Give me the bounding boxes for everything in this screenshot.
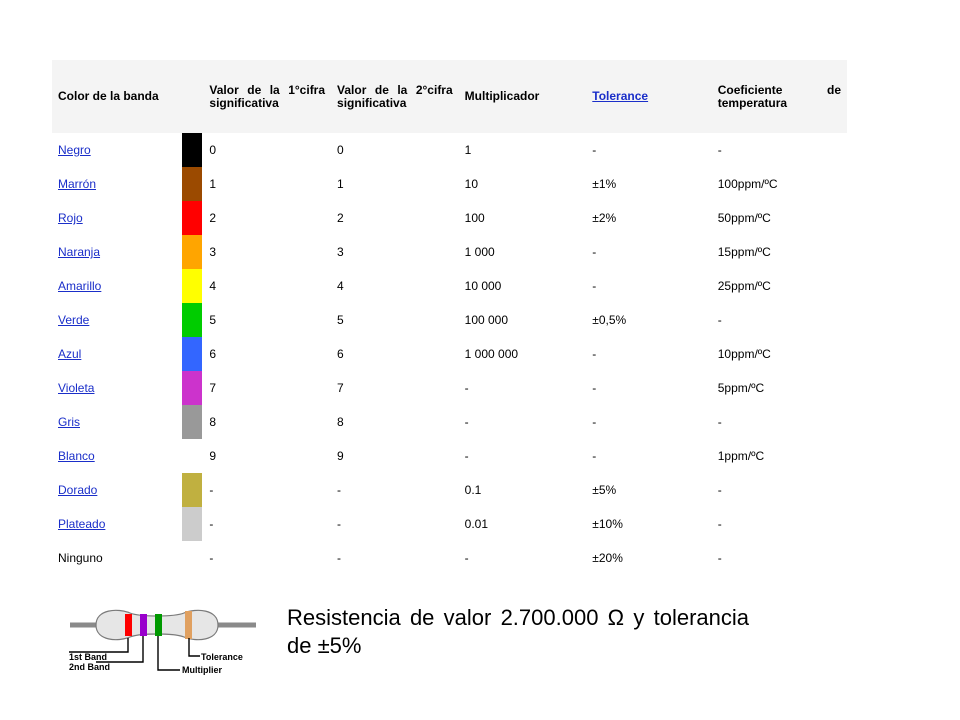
color-link[interactable]: Violeta xyxy=(58,381,95,395)
cell-multiplier: - xyxy=(464,449,469,463)
cell-multiplier: 0.1 xyxy=(464,483,482,497)
cell-tolerance: ±20% xyxy=(592,551,623,565)
cell-digit1: 4 xyxy=(209,279,217,293)
cell-digit1: 0 xyxy=(209,143,217,157)
color-link[interactable]: Plateado xyxy=(58,517,106,531)
resistor-color-table xyxy=(52,60,847,575)
table-row xyxy=(52,167,847,201)
table-row xyxy=(52,337,847,371)
cell-swatch xyxy=(182,167,204,201)
cell-color-name xyxy=(52,133,182,167)
cell-multiplier: 1 000 000 xyxy=(464,347,519,361)
cell-coefficient: 100ppm/ºC xyxy=(717,177,778,191)
cell-tolerance: - xyxy=(592,245,597,259)
header-coefficient: Coeficiente de temperatura xyxy=(712,60,847,133)
cell-digit1: 1 xyxy=(209,177,217,191)
color-swatch xyxy=(182,405,202,439)
header-digit1: Valor de la 1°cifra significativa xyxy=(203,60,331,133)
table-row xyxy=(52,507,847,541)
cell-color-name xyxy=(52,541,182,575)
cell-color-name xyxy=(52,303,182,337)
cell-swatch xyxy=(182,337,204,371)
cell-tolerance: - xyxy=(592,381,597,395)
table-row xyxy=(52,303,847,337)
resistor-band-2 xyxy=(140,614,147,636)
color-swatch xyxy=(182,371,202,405)
color-link[interactable]: Verde xyxy=(58,313,90,327)
cell-coefficient: 50ppm/ºC xyxy=(717,211,771,225)
cell-digit2: 9 xyxy=(337,449,344,463)
cell-swatch xyxy=(182,371,204,405)
cell-digit2: - xyxy=(337,517,342,531)
cell-tolerance: ±2% xyxy=(592,211,617,225)
color-link[interactable]: Azul xyxy=(58,347,82,361)
color-swatch xyxy=(182,541,202,575)
cell-coefficient: - xyxy=(717,143,722,157)
table-row xyxy=(52,133,847,167)
cell-coefficient: - xyxy=(717,551,722,565)
color-link[interactable]: Gris xyxy=(58,415,80,429)
cell-digit1: 2 xyxy=(209,211,217,225)
cell-swatch xyxy=(182,541,204,575)
cell-digit2: 4 xyxy=(337,279,344,293)
cell-digit2: 7 xyxy=(337,381,344,395)
header-color: Color de la banda xyxy=(52,60,182,133)
cell-tolerance: ±0,5% xyxy=(592,313,627,327)
cell-multiplier: 1 000 xyxy=(464,245,495,259)
cell-multiplier: 10 000 xyxy=(464,279,502,293)
resistor-caption: Resistencia de valor 2.700.000 Ω y tolerancia de ±5% xyxy=(287,605,749,658)
cell-swatch xyxy=(182,473,204,507)
cell-multiplier: 100 000 xyxy=(464,313,509,327)
cell-digit1: 6 xyxy=(209,347,217,361)
cell-coefficient: 1ppm/ºC xyxy=(717,449,765,463)
cell-color-name xyxy=(52,405,182,439)
cell-digit1: 8 xyxy=(209,415,217,429)
cell-digit1: 7 xyxy=(209,381,217,395)
cell-digit1: - xyxy=(209,551,214,565)
cell-tolerance: - xyxy=(592,449,597,463)
cell-digit1: - xyxy=(209,517,214,531)
color-swatch xyxy=(182,337,202,371)
cell-digit2: 0 xyxy=(337,143,344,157)
cell-multiplier: 10 xyxy=(464,177,479,191)
cell-swatch xyxy=(182,269,204,303)
cell-color-name xyxy=(52,337,182,371)
cell-swatch xyxy=(182,405,204,439)
resistor-band-1 xyxy=(125,614,132,636)
color-label: Ninguno xyxy=(58,551,103,565)
cell-tolerance: - xyxy=(592,279,597,293)
color-swatch xyxy=(182,303,202,337)
cell-color-name xyxy=(52,235,182,269)
cell-digit2: 3 xyxy=(337,245,344,259)
color-link[interactable]: Marrón xyxy=(58,177,97,191)
cell-digit2: - xyxy=(337,483,342,497)
cell-tolerance: ±1% xyxy=(592,177,617,191)
resistor-illustration xyxy=(68,600,258,680)
header-tolerance xyxy=(586,60,711,133)
cell-coefficient: 10ppm/ºC xyxy=(717,347,771,361)
label-band1: 1st Band xyxy=(69,652,108,662)
color-link[interactable]: Negro xyxy=(58,143,91,157)
cell-coefficient: 25ppm/ºC xyxy=(717,279,771,293)
color-link[interactable]: Amarillo xyxy=(58,279,102,293)
cell-tolerance: - xyxy=(592,415,597,429)
header-multiplier: Multiplicador xyxy=(459,60,587,133)
cell-digit1: 3 xyxy=(209,245,217,259)
label-tolerance: Tolerance xyxy=(201,652,243,662)
cell-swatch xyxy=(182,303,204,337)
color-link[interactable]: Blanco xyxy=(58,449,95,463)
table-row xyxy=(52,371,847,405)
cell-color-name xyxy=(52,371,182,405)
cell-color-name xyxy=(52,439,182,473)
cell-tolerance: - xyxy=(592,347,597,361)
color-swatch xyxy=(182,507,202,541)
table-row xyxy=(52,439,847,473)
color-swatch xyxy=(182,269,202,303)
cell-color-name xyxy=(52,167,182,201)
cell-digit1: 9 xyxy=(209,449,217,463)
cell-tolerance: ±5% xyxy=(592,483,617,497)
color-swatch xyxy=(182,439,202,473)
label-multiplier: Multiplier xyxy=(182,665,222,675)
cell-digit1: 5 xyxy=(209,313,217,327)
resistor-color-table-container xyxy=(52,60,847,575)
cell-coefficient: 15ppm/ºC xyxy=(717,245,771,259)
cell-coefficient: - xyxy=(717,415,722,429)
resistor-band-4 xyxy=(185,611,192,639)
table-row xyxy=(52,405,847,439)
cell-multiplier: 100 xyxy=(464,211,485,225)
color-swatch xyxy=(182,473,202,507)
cell-digit2: 8 xyxy=(337,415,344,429)
color-swatch xyxy=(182,133,202,167)
cell-digit2: - xyxy=(337,551,342,565)
cell-multiplier: 0.01 xyxy=(464,517,489,531)
color-swatch xyxy=(182,201,202,235)
color-link[interactable]: Rojo xyxy=(58,211,83,225)
cell-coefficient: 5ppm/ºC xyxy=(717,381,765,395)
cell-digit1: - xyxy=(209,483,214,497)
color-link[interactable]: Dorado xyxy=(58,483,98,497)
color-link[interactable]: Naranja xyxy=(58,245,101,259)
table-row xyxy=(52,235,847,269)
cell-digit2: 1 xyxy=(337,177,344,191)
cell-swatch xyxy=(182,507,204,541)
header-digit2: Valor de la 2°cifra significativa xyxy=(331,60,459,133)
table-row xyxy=(52,473,847,507)
label-band2: 2nd Band xyxy=(69,662,111,672)
cell-swatch xyxy=(182,201,204,235)
cell-swatch xyxy=(182,235,204,269)
table-header xyxy=(52,60,847,133)
cell-coefficient: - xyxy=(717,483,722,497)
resistor-band-3 xyxy=(155,614,162,636)
cell-color-name xyxy=(52,473,182,507)
cell-multiplier: - xyxy=(464,415,469,429)
cell-multiplier: - xyxy=(464,381,469,395)
header-swatch xyxy=(182,60,204,133)
cell-digit2: 6 xyxy=(337,347,344,361)
cell-color-name xyxy=(52,269,182,303)
cell-coefficient: - xyxy=(717,517,722,531)
color-swatch xyxy=(182,167,202,201)
cell-digit2: 2 xyxy=(337,211,344,225)
cell-multiplier: - xyxy=(464,551,469,565)
leader-multiplier xyxy=(158,636,180,670)
table-row xyxy=(52,201,847,235)
table-row xyxy=(52,269,847,303)
cell-swatch xyxy=(182,133,204,167)
cell-digit2: 5 xyxy=(337,313,344,327)
tolerance-link[interactable]: Tolerance xyxy=(592,89,649,103)
resistor-diagram xyxy=(68,600,258,680)
cell-tolerance: ±10% xyxy=(592,517,623,531)
cell-coefficient: - xyxy=(717,313,722,327)
cell-tolerance: - xyxy=(592,143,597,157)
cell-color-name xyxy=(52,201,182,235)
cell-multiplier: 1 xyxy=(464,143,472,157)
table-body xyxy=(52,133,847,575)
table-row xyxy=(52,541,847,575)
color-swatch xyxy=(182,235,202,269)
cell-color-name xyxy=(52,507,182,541)
cell-swatch xyxy=(182,439,204,473)
leader-tolerance xyxy=(189,638,200,656)
